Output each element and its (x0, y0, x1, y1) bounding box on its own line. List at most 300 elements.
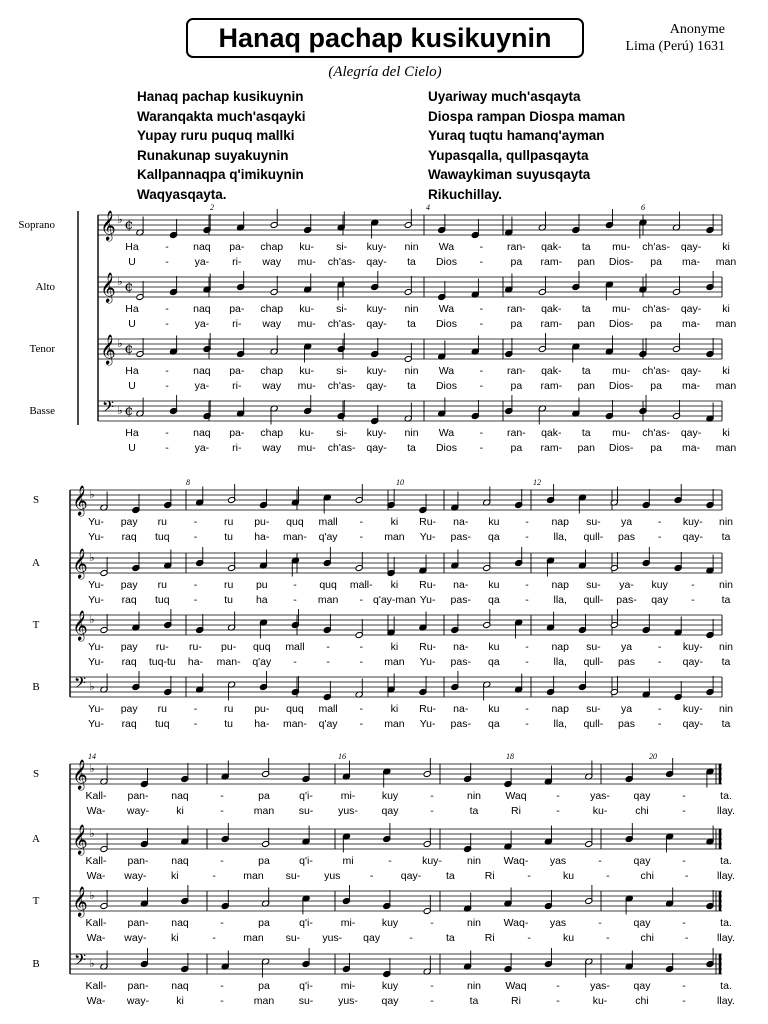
lyric-syllable: na- (453, 703, 469, 715)
treble-clef-icon: 𝄞 (72, 760, 88, 790)
lyric-syllable: ta (407, 442, 416, 454)
lyric-syllable: ha- (187, 656, 204, 668)
lyric-syllable: man (243, 870, 264, 882)
lyric-syllable: ki (722, 365, 730, 377)
lyric-syllable: pu- (221, 641, 237, 653)
lyric-syllable: mu- (297, 318, 316, 330)
lyric-syllable: mu- (612, 427, 631, 439)
lyric-syllable: pan (577, 380, 596, 392)
lyric-syllable: - (359, 516, 364, 528)
lyric-syllable: ram- (540, 380, 563, 392)
lyric-syllable: ran- (507, 427, 526, 439)
lyric-syllable: qay- (366, 318, 387, 330)
lyric-syllable: - (165, 303, 169, 315)
lyric-syllable: Yu- (419, 718, 436, 730)
lyric-syllable: Yu- (419, 594, 436, 606)
lyric-syllable: Wa (438, 241, 455, 253)
lyric-syllable: - (430, 805, 434, 817)
lyric-syllable: - (326, 641, 330, 653)
lyric-syllable: pa (258, 980, 270, 992)
lyric-syllable: U (128, 380, 136, 392)
lyric-syllable: - (479, 303, 484, 315)
lyric-syllable: naq (171, 790, 189, 802)
lyric-syllable: qay (363, 932, 381, 944)
lyric-syllable: - (430, 995, 434, 1007)
place-date: Lima (Perú) 1631 (625, 39, 725, 54)
lyric-syllable: way (262, 442, 282, 454)
lyric-syllable: - (193, 579, 198, 591)
lyric-syllable: ta (407, 380, 416, 392)
lyric-syllable: - (430, 917, 434, 929)
lyric-syllable: Yu- (88, 579, 104, 591)
lyric-syllable: pay (120, 579, 138, 591)
verse-line: Rikuchillay. (428, 186, 503, 202)
lyric-syllable: mu- (297, 380, 316, 392)
lyric-syllable: - (193, 718, 198, 730)
lyric-syllable: q'ay (318, 531, 338, 543)
lyric-syllable: pas- (450, 531, 471, 543)
lyric-syllable: naq (171, 917, 189, 929)
lyric-syllable: - (220, 917, 224, 929)
lyric-syllable: qay (633, 980, 651, 992)
lyric-syllable: su- (586, 516, 601, 528)
lyric-syllable: way (262, 380, 282, 392)
lyric-syllable: pa- (229, 241, 245, 253)
lyric-syllable: nin (718, 516, 734, 528)
lyric-syllable: Ru- (419, 579, 437, 591)
lyric-syllable: nin (466, 855, 482, 867)
lyric-syllable: qay- (366, 380, 387, 392)
lyric-syllable: q'ay (318, 718, 338, 730)
lyric-syllable: ta (581, 365, 591, 377)
lyric-syllable: pay (120, 516, 138, 528)
lyric-syllable: chap (260, 427, 284, 439)
treble-clef-icon: 𝄞 (72, 486, 88, 516)
lyric-syllable: ru (223, 703, 234, 715)
lyric-syllable: U (128, 442, 136, 454)
lyric-syllable: yas- (590, 790, 610, 802)
lyric-syllable: ta. (720, 790, 732, 802)
lyric-syllable: chap (260, 241, 284, 253)
lyric-syllable: Dios- (608, 318, 634, 330)
lyric-syllable: - (527, 932, 531, 944)
flat-icon: ♭ (89, 551, 95, 564)
lyric-syllable: - (479, 442, 484, 454)
flat-icon: ♭ (117, 404, 123, 417)
lyric-syllable: mi- (340, 917, 356, 929)
lyric-syllable: - (525, 516, 529, 528)
lyric-syllable: - (691, 594, 695, 606)
lyric-syllable: ru (157, 703, 167, 715)
lyric-syllable: si- (336, 365, 348, 377)
lyric-syllable: tu (224, 718, 234, 730)
lyric-syllable: - (212, 932, 216, 944)
lyric-syllable: mall (318, 703, 338, 715)
lyric-syllable: ki (176, 995, 184, 1007)
lyric-syllable: ya- (194, 442, 210, 454)
lyric-syllable: pa- (229, 303, 245, 315)
lyric-syllable: - (293, 656, 297, 668)
bass-clef-icon: 𝄢 (73, 674, 87, 696)
lyric-syllable: qa (488, 594, 500, 606)
lyric-syllable: ta (469, 805, 479, 817)
lyric-syllable: pa (258, 790, 270, 802)
lyric-syllable: ya- (194, 256, 210, 268)
lyric-syllable: su- (285, 932, 301, 944)
lyric-syllable: qay- (680, 365, 702, 377)
lyric-syllable: - (165, 442, 169, 454)
cut-time-icon: ¢ (124, 341, 134, 357)
lyric-syllable: Yu- (419, 531, 436, 543)
lyric-syllable: Ha (125, 241, 139, 253)
lyric-syllable: quq (319, 579, 337, 591)
lyric-syllable: si- (336, 241, 348, 253)
lyric-syllable: pa (650, 256, 662, 268)
lyric-syllable: Kall- (85, 980, 107, 992)
lyric-syllable: Wa (438, 303, 455, 315)
lyric-syllable: man (715, 442, 737, 454)
lyric-syllable: mi (342, 855, 354, 867)
lyric-syllable: ki (176, 805, 184, 817)
lyric-syllable: nin (466, 917, 482, 929)
lyric-syllable: - (682, 980, 686, 992)
lyric-syllable: - (682, 995, 686, 1007)
lyric-syllable: - (479, 256, 484, 268)
lyric-syllable: mall (285, 641, 305, 653)
lyric-syllable: - (293, 579, 297, 591)
flat-icon: ♭ (117, 275, 123, 288)
measure-number: 4 (426, 203, 430, 212)
lyric-syllable: - (369, 870, 374, 882)
lyric-syllable: na- (453, 516, 469, 528)
lyric-syllable: ma- (682, 256, 701, 268)
lyric-syllable: pa (510, 318, 523, 330)
lyric-syllable: q'ay (252, 656, 272, 668)
lyric-syllable: ch'as- (327, 256, 356, 268)
lyric-syllable: - (220, 980, 224, 992)
lyric-syllable: qay (633, 917, 651, 929)
lyric-syllable: pas (618, 531, 635, 543)
verse-line: Runakunap suyakuynin (137, 147, 289, 163)
lyric-syllable: ta (407, 318, 416, 330)
flat-icon: ♭ (89, 889, 95, 902)
lyric-syllable: pan (577, 318, 596, 330)
measure-number: 8 (186, 478, 190, 487)
lyric-syllable: Yu- (88, 594, 104, 606)
treble-clef-icon: 𝄞 (100, 211, 116, 241)
lyric-syllable: Waq (505, 790, 527, 802)
lyric-syllable: raq (121, 718, 137, 730)
lyric-syllable: kuy (381, 980, 399, 992)
lyric-syllable: qay- (366, 442, 387, 454)
lyric-syllable: kuy- (682, 516, 703, 528)
lyric-syllable: - (598, 855, 602, 867)
lyric-syllable: Ri (484, 932, 495, 944)
lyric-syllable: pa (510, 256, 523, 268)
lyric-syllable: U (128, 256, 136, 268)
lyric-syllable: yus- (338, 805, 358, 817)
treble-clef-icon: 𝄞 (100, 335, 116, 365)
lyric-syllable: qay (651, 594, 669, 606)
lyric-syllable: - (193, 516, 198, 528)
lyric-syllable: - (165, 318, 169, 330)
lyric-syllable: - (606, 932, 610, 944)
lyric-syllable: pa (258, 855, 270, 867)
lyric-syllable: lla, (553, 718, 567, 730)
lyric-syllable: quq (286, 516, 304, 528)
lyric-syllable: - (556, 790, 560, 802)
lyric-syllable: lla, (553, 594, 567, 606)
lyric-syllable: ki (722, 427, 730, 439)
lyric-syllable: pa (650, 380, 662, 392)
lyric-syllable: - (525, 579, 529, 591)
lyric-syllable: - (479, 380, 484, 392)
treble-clef-icon: 𝄞 (72, 549, 88, 579)
lyric-syllable: pan- (127, 790, 149, 802)
lyric-syllable: ru (157, 516, 167, 528)
lyric-syllable: kuy (381, 917, 399, 929)
lyric-syllable: pa- (229, 427, 245, 439)
lyric-syllable: pu (255, 579, 268, 591)
voice-label: B (32, 681, 40, 693)
lyric-syllable: pa- (229, 365, 245, 377)
lyric-syllable: ta (469, 995, 479, 1007)
lyric-syllable: naq (193, 241, 211, 253)
flat-icon: ♭ (89, 613, 95, 626)
lyric-syllable: pan- (127, 980, 149, 992)
lyric-syllable: tuq (155, 594, 170, 606)
lyric-syllable: - (657, 718, 662, 730)
lyric-syllable: qay (633, 855, 651, 867)
bass-clef-icon: 𝄢 (101, 398, 115, 420)
lyric-syllable: si- (336, 303, 348, 315)
lyric-syllable: ya- (194, 380, 210, 392)
lyric-syllable: mall- (349, 579, 373, 591)
lyric-syllable: naq (171, 980, 189, 992)
lyric-syllable: ta (445, 932, 455, 944)
lyric-syllable: q'i- (299, 917, 313, 929)
lyric-syllable: Ri (484, 870, 495, 882)
lyric-syllable: Ru- (419, 516, 437, 528)
lyric-syllable: pu- (254, 516, 270, 528)
lyric-syllable: - (409, 932, 413, 944)
measure-number: 12 (533, 478, 541, 487)
bass-clef-icon: 𝄢 (73, 951, 87, 973)
lyric-syllable: pa (510, 380, 523, 392)
lyric-syllable: ku (488, 641, 500, 653)
lyric-syllable: - (657, 531, 662, 543)
lyric-syllable: si- (336, 427, 348, 439)
lyric-syllable: Kall- (85, 917, 107, 929)
lyric-syllable: ri- (232, 380, 242, 392)
lyric-syllable: Ru- (419, 703, 437, 715)
lyric-syllable: mu- (297, 256, 316, 268)
lyric-syllable: - (359, 594, 364, 606)
lyric-syllable: ku (488, 579, 500, 591)
lyric-syllable: pas (618, 656, 635, 668)
lyric-syllable: ku (488, 703, 500, 715)
lyric-syllable: nap (551, 516, 569, 528)
voice-label: Basse (29, 405, 55, 417)
lyric-syllable: pan (577, 256, 596, 268)
lyric-syllable: kuy (651, 579, 668, 591)
verse-line: Yuraq tuqtu hamanq'ayman (428, 128, 605, 143)
lyric-syllable: - (220, 790, 224, 802)
lyric-syllable: tu (224, 594, 234, 606)
lyric-syllable: - (525, 641, 529, 653)
lyric-syllable: ru- (189, 641, 202, 653)
lyric-syllable: Wa (438, 365, 455, 377)
treble-clef-icon: 𝄞 (100, 273, 116, 303)
lyric-syllable: lla, (553, 656, 567, 668)
lyric-syllable: ya (620, 641, 633, 653)
lyric-syllable: na- (453, 641, 469, 653)
lyric-syllable: ran- (507, 365, 526, 377)
lyric-syllable: ku (562, 932, 575, 944)
lyric-syllable: way (262, 256, 282, 268)
lyric-syllable: pay (120, 703, 138, 715)
lyric-syllable: qull- (583, 594, 604, 606)
voice-label: S (32, 494, 40, 506)
lyric-syllable: Ri (511, 805, 521, 817)
lyric-syllable: way- (124, 932, 147, 944)
flat-icon: ♭ (89, 488, 95, 501)
lyric-syllable: mi- (340, 790, 356, 802)
lyric-syllable: ri- (232, 256, 242, 268)
lyric-syllable: tu (224, 531, 234, 543)
lyric-syllable: kuy (381, 790, 399, 802)
lyric-syllable: nap (551, 703, 569, 715)
lyric-syllable: - (220, 995, 224, 1007)
lyric-syllable: ya (620, 703, 633, 715)
treble-clef-icon: 𝄞 (72, 887, 88, 917)
lyric-syllable: ki (390, 641, 399, 653)
verse-line: Yupasqalla, qullpasqayta (428, 147, 589, 163)
lyric-syllable: Dios (435, 256, 457, 268)
lyric-syllable: ri- (232, 442, 242, 454)
lyric-syllable: pas- (450, 594, 471, 606)
lyric-syllable: Ha (125, 303, 139, 315)
lyric-syllable: - (684, 870, 689, 882)
lyric-syllable: - (657, 703, 662, 715)
lyric-syllable: - (525, 718, 529, 730)
lyric-syllable: q'i- (299, 980, 313, 992)
lyric-syllable: qay- (680, 427, 702, 439)
lyric-syllable: way- (126, 805, 150, 817)
treble-clef-icon: 𝄞 (72, 825, 88, 855)
lyric-syllable: yas (549, 855, 567, 867)
lyric-syllable: Dios- (608, 442, 634, 454)
lyric-syllable: man (715, 380, 737, 392)
lyric-syllable: - (165, 380, 169, 392)
lyric-syllable: ch'as- (642, 241, 670, 253)
lyric-syllable: - (430, 790, 434, 802)
lyric-syllable: chi (635, 995, 649, 1007)
lyric-syllable: chap (260, 365, 284, 377)
lyric-syllable: ku (488, 516, 500, 528)
lyric-syllable: ha- (254, 718, 270, 730)
lyric-syllable: Yu- (88, 516, 104, 528)
lyric-syllable: ram- (540, 256, 563, 268)
lyric-syllable: ta (581, 303, 591, 315)
lyric-syllable: - (430, 980, 434, 992)
lyric-syllable: kuy- (682, 703, 703, 715)
lyric-syllable: qak- (541, 427, 562, 439)
lyric-syllable: chi (640, 870, 654, 882)
lyric-syllable: Ri (511, 995, 521, 1007)
lyric-syllable: qay (381, 805, 399, 817)
lyric-syllable: mi- (340, 980, 356, 992)
lyric-syllable: Dios- (608, 380, 634, 392)
title-text: Hanaq pachap kusikuynin (218, 22, 552, 53)
subtitle: (Alegría del Cielo) (328, 64, 442, 80)
lyric-syllable: - (193, 703, 198, 715)
lyric-syllable: kuy- (366, 365, 387, 377)
lyric-syllable: ta. (720, 980, 732, 992)
lyric-syllable: - (657, 516, 662, 528)
lyric-syllable: nin (404, 365, 419, 377)
lyric-syllable: naq (193, 427, 211, 439)
lyric-syllable: ri- (232, 318, 242, 330)
lyric-syllable: mu- (612, 241, 631, 253)
lyric-syllable: - (682, 790, 686, 802)
lyric-syllable: Yu- (88, 718, 104, 730)
lyric-syllable: ta (721, 718, 731, 730)
lyric-syllable: way (262, 318, 282, 330)
lyric-syllable: way- (126, 995, 150, 1007)
lyric-syllable: - (220, 805, 224, 817)
lyric-syllable: q'i- (299, 790, 313, 802)
lyric-syllable: - (479, 241, 484, 253)
lyric-syllable: nap (551, 579, 569, 591)
lyric-syllable: tuq (155, 531, 170, 543)
lyric-syllable: qay- (682, 718, 704, 730)
lyric-syllable: Dios (435, 442, 457, 454)
lyric-syllable: - (359, 703, 364, 715)
lyric-syllable: - (556, 805, 560, 817)
lyric-syllable: naq (193, 365, 211, 377)
lyric-syllable: ha- (254, 531, 270, 543)
voice-label: S (32, 768, 40, 780)
lyric-syllable: nin (404, 427, 419, 439)
lyric-syllable: - (326, 656, 330, 668)
lyric-syllable: q'ay-man (372, 594, 416, 606)
lyric-syllable: ku- (299, 303, 315, 315)
lyric-syllable: llay. (717, 870, 735, 882)
lyric-syllable: nin (718, 703, 734, 715)
verse-line: Hanaq pachap kusikuynin (137, 89, 304, 104)
lyric-syllable: kuy- (366, 303, 387, 315)
measure-number: 20 (649, 752, 657, 761)
lyric-syllable: Yu- (88, 531, 104, 543)
lyric-syllable: man (384, 531, 405, 543)
lyric-syllable: kuy- (422, 855, 442, 867)
lyric-syllable: pas (618, 718, 635, 730)
lyric-syllable: pan- (127, 855, 149, 867)
lyric-syllable: ku (562, 870, 575, 882)
lyric-syllable: na- (453, 579, 469, 591)
lyric-syllable: qay- (682, 656, 704, 668)
lyric-syllable: Yu- (88, 641, 104, 653)
lyric-syllable: ki (722, 241, 730, 253)
verse-line: Kallpannaqpa q'imikuynin (137, 167, 304, 182)
lyric-syllable: ya (620, 516, 633, 528)
lyric-syllable: - (682, 855, 686, 867)
lyric-syllable: kuy- (366, 427, 387, 439)
flat-icon: ♭ (89, 680, 95, 693)
lyric-syllable: yas- (590, 980, 610, 992)
lyric-syllable: pa (258, 917, 270, 929)
